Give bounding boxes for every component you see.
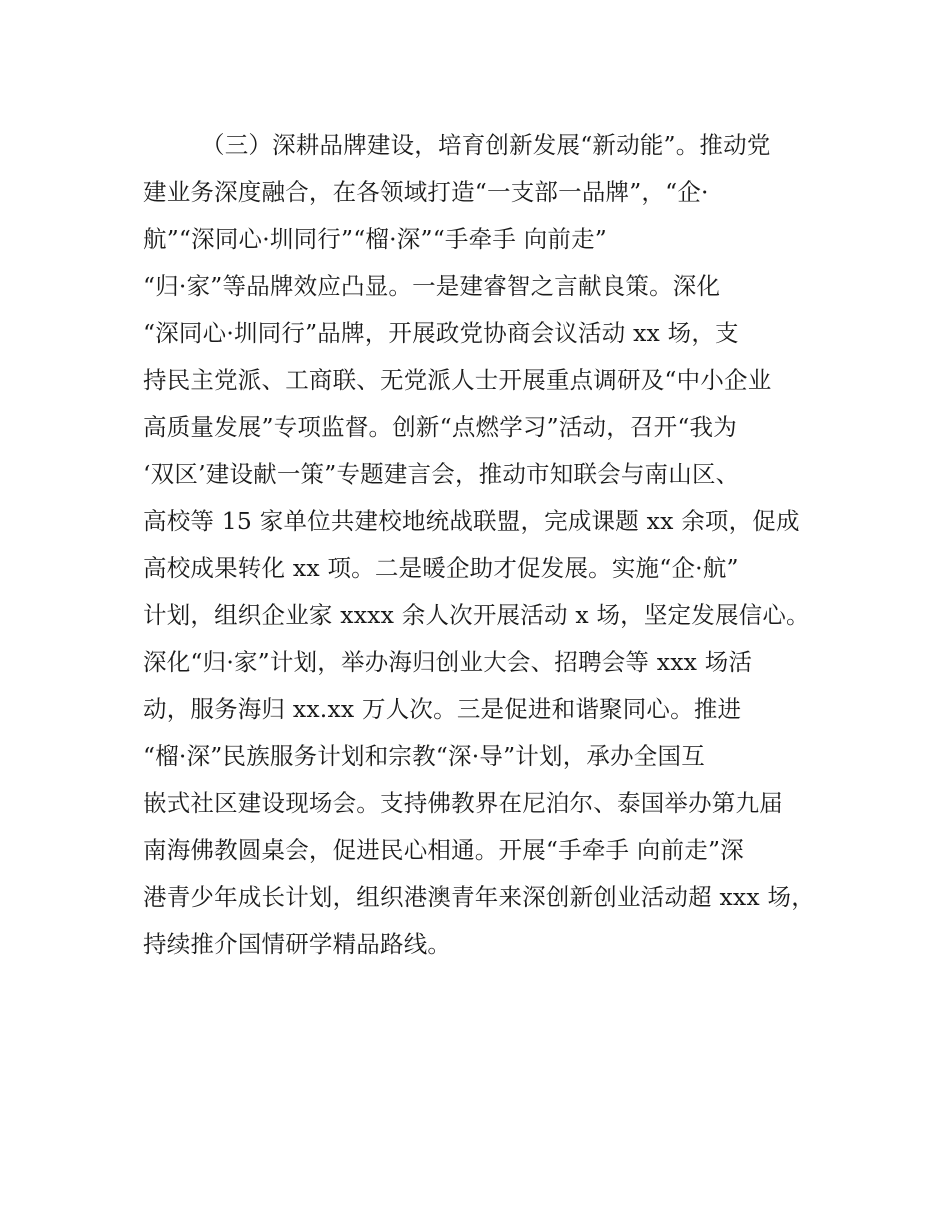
text-line: 南海佛教圆桌会，促进民心相通。开展“手牵手 向前走”深 [143, 836, 744, 864]
text-line: “归·家”等品牌效应凸显。一是建睿智之言献良策。深化 [143, 272, 721, 300]
paragraph [143, 122, 833, 968]
text-line: 持续推介国情研学精品路线。 [143, 930, 452, 958]
text-line: ‘双区’建设献一策”专题建言会，推动市知联会与南山区、 [143, 460, 740, 488]
text-line: （三）深耕品牌建设，培育创新发展“新动能”。推动党 [201, 131, 771, 159]
text-line: 高校成果转化 xx 项。二是暖企助才促发展。实施“企·航” [143, 554, 739, 582]
text-line: 高质量发展”专项监督。创新“点燃学习”活动，召开“我为 [143, 413, 737, 441]
text-line: 高校等 15 家单位共建校地统战联盟，完成课题 xx 余项，促成 [143, 507, 800, 535]
text-line: 计划，组织企业家 xxxx 余人次开展活动 x 场，坚定发展信心。 [143, 601, 810, 629]
text-line: “深同心·圳同行”品牌，开展政党协商会议活动 xx 场，支 [143, 319, 739, 347]
text-line: 港青少年成长计划，组织港澳青年来深创新创业活动超 xxx 场， [143, 883, 815, 911]
text-line: 持民主党派、工商联、无党派人士开展重点调研及“中小企业 [143, 366, 772, 394]
text-line: 航”“深同心·圳同行”“榴·深”“手牵手 向前走” [143, 225, 608, 253]
text-line: “榴·深”民族服务计划和宗教“深·导”计划，承办全国互 [143, 742, 705, 770]
text-line: 嵌式社区建设现场会。支持佛教界在尼泊尔、泰国举办第九届 [143, 789, 783, 817]
text-line: 动，服务海归 xx.xx 万人次。三是促进和谐聚同心。推进 [143, 695, 742, 723]
text-line: 深化“归·家”计划，举办海归创业大会、招聘会等 xxx 场活 [143, 648, 753, 676]
text-line: 建业务深度融合，在各领域打造“一支部一品牌”，“企· [143, 178, 709, 206]
